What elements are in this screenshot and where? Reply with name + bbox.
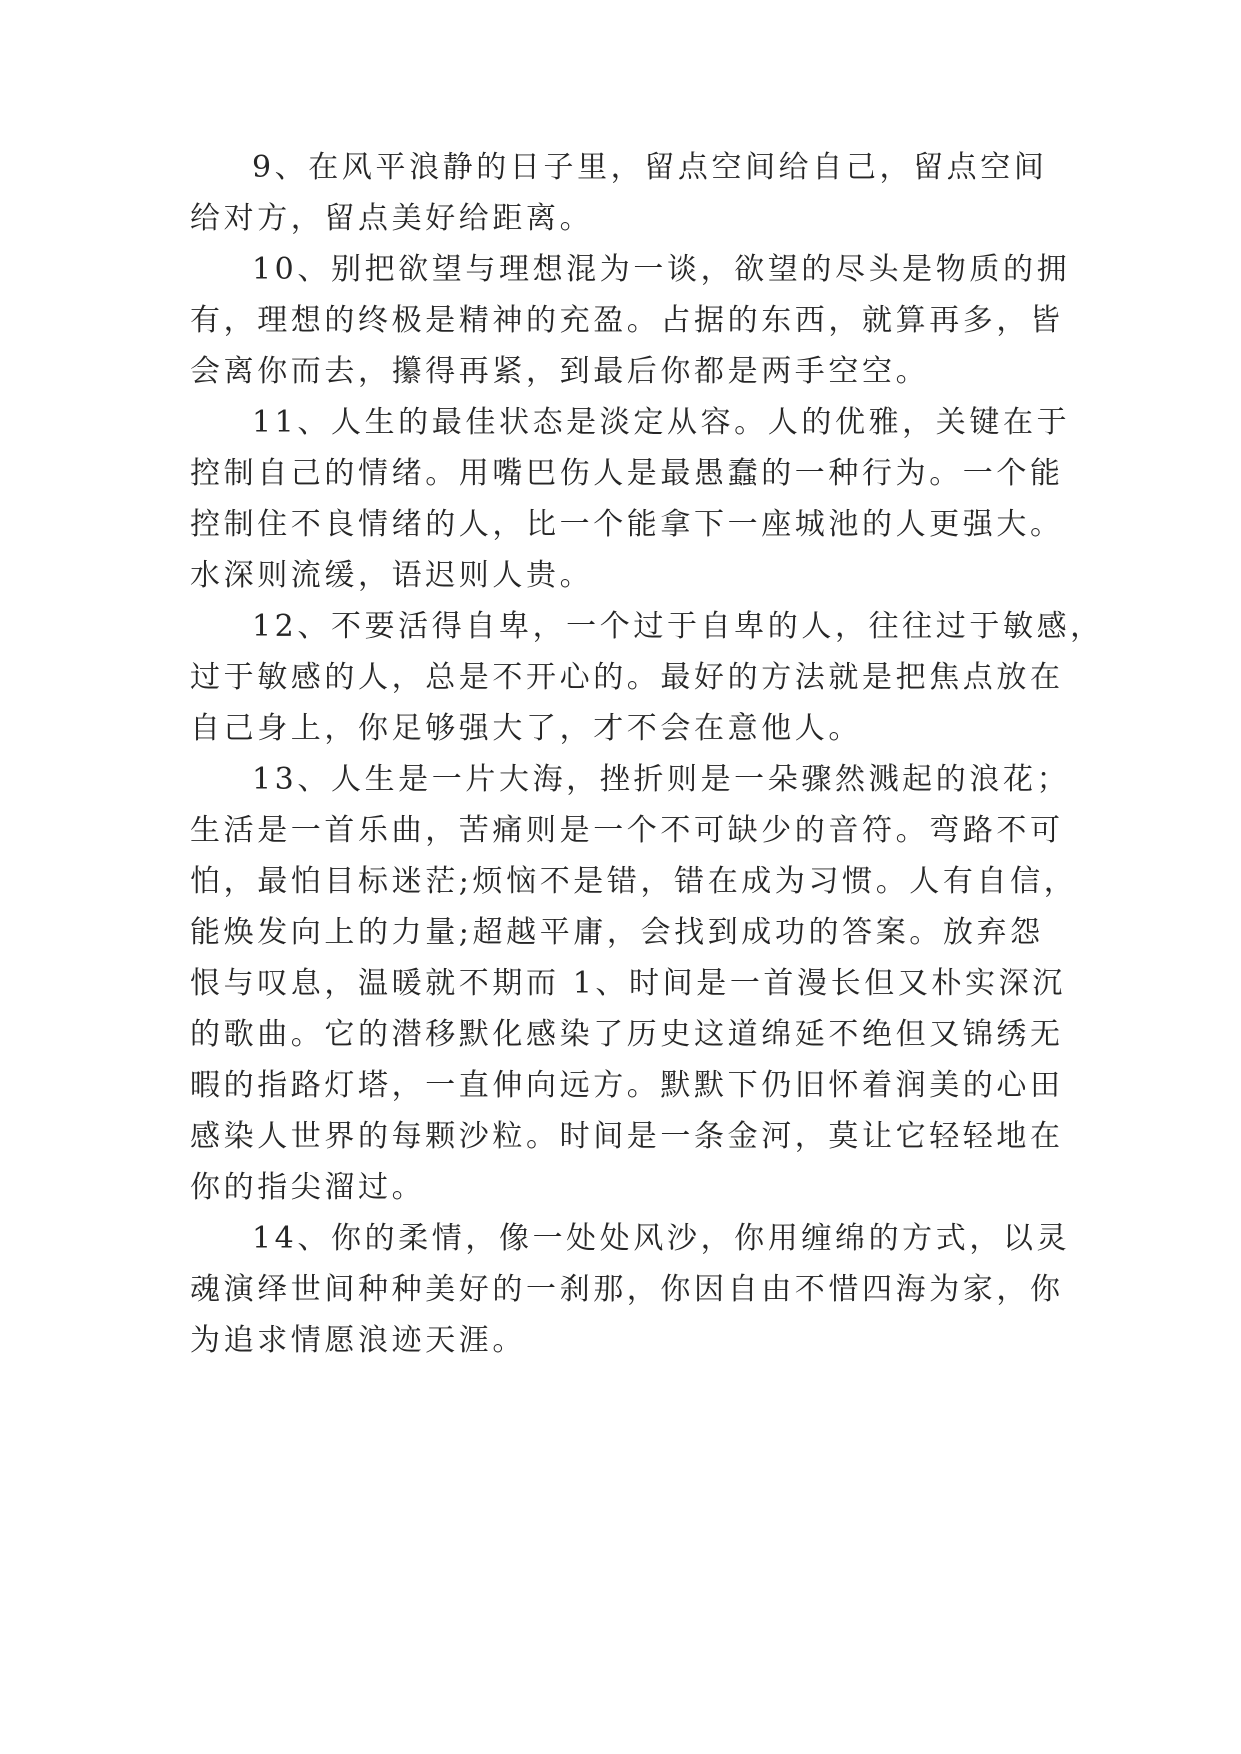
paragraph-13-line-5: 恨与叹息，温暖就不期而 1、时间是一首漫长但又朴实深沉	[190, 966, 1066, 1001]
paragraph-9-line-2: 给对方，留点美好给距离。	[190, 201, 594, 236]
paragraph-11-line-2: 控制自己的情绪。用嘴巴伤人是最愚蠢的一种行为。一个能	[190, 456, 1064, 491]
paragraph-12-line-1: 12、不要活得自卑，一个过于自卑的人，往往过于敏感，	[252, 609, 1104, 644]
paragraph-14-line-3: 为追求情愿浪迹天涯。	[190, 1323, 526, 1358]
paragraph-11-line-4: 水深则流缓，语迟则人贵。	[190, 558, 594, 593]
paragraph-13-line-8: 感染人世界的每颗沙粒。时间是一条金河，莫让它轻轻地在	[190, 1119, 1064, 1154]
paragraph-13-line-6: 的歌曲。它的潜移默化感染了历史这道绵延不绝但又锦绣无	[190, 1017, 1064, 1052]
paragraph-13-line-3: 怕，最怕目标迷茫;烦恼不是错，错在成为习惯。人有自信，	[190, 864, 1078, 899]
paragraph-10-line-1: 10、别把欲望与理想混为一谈，欲望的尽头是物质的拥	[252, 252, 1071, 287]
paragraph-11-line-1: 11、人生的最佳状态是淡定从容。人的优雅，关键在于	[252, 405, 1071, 440]
paragraph-13-line-9: 你的指尖溜过。	[190, 1170, 426, 1205]
paragraph-14-line-2: 魂演绎世间种种美好的一刹那，你因自由不惜四海为家，你	[190, 1272, 1064, 1307]
paragraph-11-line-3: 控制住不良情绪的人，比一个能拿下一座城池的人更强大。	[190, 507, 1064, 542]
paragraph-13-line-7: 暇的指路灯塔，一直伸向远方。默默下仍旧怀着润美的心田	[190, 1068, 1064, 1103]
paragraph-10-line-2: 有，理想的终极是精神的充盈。占据的东西，就算再多，皆	[190, 303, 1064, 338]
paragraph-13-line-1: 13、人生是一片大海，挫折则是一朵骤然溅起的浪花；	[252, 762, 1071, 797]
paragraph-13-line-4: 能焕发向上的力量;超越平庸，会找到成功的答案。放弃怨	[190, 915, 1044, 950]
paragraph-9-line-1: 9、在风平浪静的日子里，留点空间给自己，留点空间	[252, 150, 1048, 185]
paragraph-13-line-2: 生活是一首乐曲，苦痛则是一个不可缺少的音符。弯路不可	[190, 813, 1064, 848]
paragraph-10-line-3: 会离你而去，攥得再紧，到最后你都是两手空空。	[190, 354, 930, 389]
paragraph-14-line-1: 14、你的柔情，像一处处风沙，你用缠绵的方式，以灵	[252, 1221, 1071, 1256]
paragraph-12-line-3: 自己身上，你足够强大了，才不会在意他人。	[190, 711, 862, 746]
paragraph-12-line-2: 过于敏感的人，总是不开心的。最好的方法就是把焦点放在	[190, 660, 1064, 695]
